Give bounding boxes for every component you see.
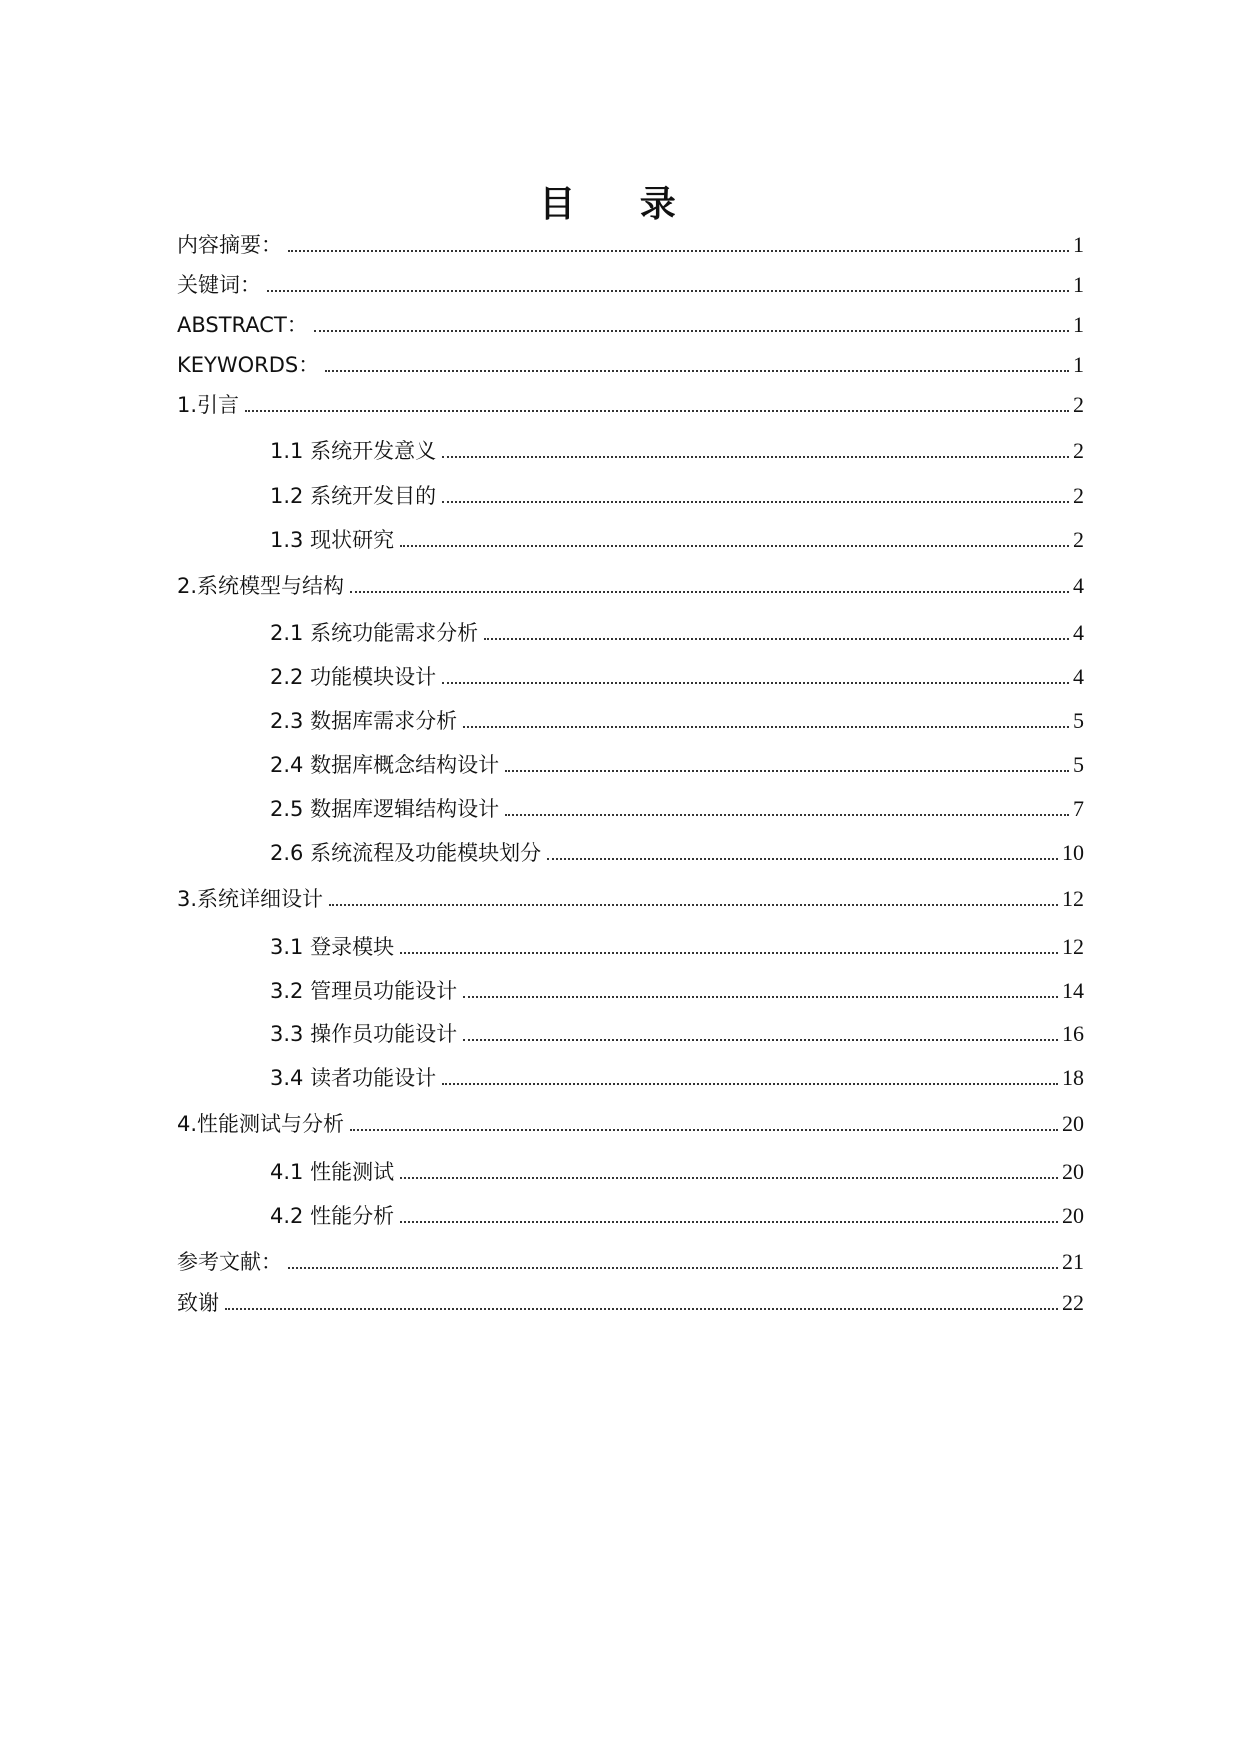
toc-entry-page: 16 bbox=[1062, 1021, 1084, 1046]
toc-leader-dots bbox=[461, 976, 1060, 1006]
toc-entry-page: 18 bbox=[1062, 1065, 1084, 1090]
toc-leader-dots bbox=[223, 1288, 1060, 1318]
toc-entry-page: 4 bbox=[1073, 664, 1084, 689]
toc-entry-section-4-1[interactable] bbox=[270, 1153, 1084, 1187]
toc-leader-dots bbox=[398, 525, 1071, 555]
toc-entry-page: 1 bbox=[1073, 232, 1084, 257]
toc-entry-page: 20 bbox=[1062, 1159, 1084, 1184]
toc-leader-dots bbox=[398, 1201, 1060, 1231]
toc-title: 目 录 bbox=[539, 184, 702, 225]
toc-entry-keywords-en[interactable] bbox=[177, 346, 1084, 380]
toc-leader-dots bbox=[461, 1019, 1060, 1049]
toc-entry-page: 21 bbox=[1062, 1249, 1084, 1274]
toc-entry-section-2-4[interactable] bbox=[270, 746, 1084, 780]
toc-entry-label: 2.系统模型与结构 bbox=[177, 574, 345, 598]
toc-entry-references[interactable] bbox=[177, 1243, 1084, 1277]
toc-entry-label: 1.3 现状研究 bbox=[270, 528, 395, 552]
toc-entry-label: 内容摘要： bbox=[177, 233, 282, 257]
toc-entry-label: KEYWORDS： bbox=[177, 353, 320, 377]
toc-entry-label: 参考文献： bbox=[177, 1250, 282, 1274]
toc-entry-page: 4 bbox=[1073, 573, 1084, 598]
toc-entry-page: 1 bbox=[1073, 352, 1084, 377]
toc-entry-abstract-en[interactable] bbox=[177, 306, 1084, 340]
toc-entry-label: 1.引言 bbox=[177, 393, 240, 417]
toc-entry-page: 5 bbox=[1073, 708, 1084, 733]
toc-entry-page: 2 bbox=[1073, 483, 1084, 508]
toc-leader-dots bbox=[265, 270, 1071, 300]
toc-entry-page: 5 bbox=[1073, 752, 1084, 777]
toc-entry-page: 1 bbox=[1073, 272, 1084, 297]
toc-entry-page: 20 bbox=[1062, 1111, 1084, 1136]
toc-entry-section-4-2[interactable] bbox=[270, 1197, 1084, 1231]
toc-entry-page: 10 bbox=[1062, 840, 1084, 865]
toc-leader-dots bbox=[503, 750, 1071, 780]
toc-entry-label: 3.2 管理员功能设计 bbox=[270, 979, 458, 1003]
toc-entry-section-1-3[interactable] bbox=[270, 521, 1084, 555]
toc-entry-acknowledgements[interactable] bbox=[177, 1284, 1084, 1318]
toc-entry-label: 2.4 数据库概念结构设计 bbox=[270, 753, 500, 777]
toc-leader-dots bbox=[323, 350, 1071, 380]
toc-entry-chapter-4[interactable] bbox=[177, 1105, 1084, 1139]
toc-leader-dots bbox=[286, 1247, 1060, 1277]
toc-entry-chapter-3[interactable] bbox=[177, 880, 1084, 914]
toc-entry-section-2-2[interactable] bbox=[270, 658, 1084, 692]
toc-leader-dots bbox=[440, 662, 1071, 692]
toc-entry-label: 1.2 系统开发目的 bbox=[270, 484, 437, 508]
toc-entry-abstract-cn[interactable] bbox=[177, 226, 1084, 260]
toc-entry-label: 2.1 系统功能需求分析 bbox=[270, 621, 479, 645]
toc-entry-label: 4.2 性能分析 bbox=[270, 1204, 395, 1228]
toc-leader-dots bbox=[312, 310, 1071, 340]
toc-entry-label: ABSTRACT： bbox=[177, 313, 308, 337]
toc-leader-dots bbox=[286, 230, 1071, 260]
toc-leader-dots bbox=[440, 436, 1071, 466]
toc-leader-dots bbox=[398, 932, 1060, 962]
toc-entry-label: 3.系统详细设计 bbox=[177, 887, 324, 911]
toc-entry-section-3-4[interactable] bbox=[270, 1059, 1084, 1093]
toc-leader-dots bbox=[440, 1063, 1060, 1093]
toc-entry-section-1-1[interactable] bbox=[270, 432, 1084, 466]
toc-leader-dots bbox=[482, 618, 1071, 648]
toc-entry-page: 14 bbox=[1062, 978, 1084, 1003]
toc-entry-page: 2 bbox=[1073, 392, 1084, 417]
toc-entry-section-3-2[interactable] bbox=[270, 972, 1084, 1006]
toc-entry-label: 3.4 读者功能设计 bbox=[270, 1066, 437, 1090]
toc-entry-label: 4.1 性能测试 bbox=[270, 1160, 395, 1184]
toc-entry-section-1-2[interactable] bbox=[270, 477, 1084, 511]
toc-entry-page: 1 bbox=[1073, 312, 1084, 337]
toc-leader-dots bbox=[348, 571, 1071, 601]
toc-entry-label: 3.1 登录模块 bbox=[270, 935, 395, 959]
toc-entry-label: 致谢 bbox=[177, 1291, 219, 1315]
toc-entry-page: 20 bbox=[1062, 1203, 1084, 1228]
toc-entry-section-3-1[interactable] bbox=[270, 928, 1084, 962]
toc-entry-section-3-3[interactable] bbox=[270, 1015, 1084, 1049]
toc-entry-page: 2 bbox=[1073, 527, 1084, 552]
toc-leader-dots bbox=[327, 884, 1060, 914]
toc-entry-chapter-1[interactable] bbox=[177, 386, 1084, 420]
toc-entry-section-2-6[interactable] bbox=[270, 834, 1084, 868]
toc-entry-label: 2.3 数据库需求分析 bbox=[270, 709, 458, 733]
toc-entry-label: 2.2 功能模块设计 bbox=[270, 665, 437, 689]
toc-entry-label: 1.1 系统开发意义 bbox=[270, 439, 437, 463]
toc-entry-label: 2.6 系统流程及功能模块划分 bbox=[270, 841, 542, 865]
toc-entry-keywords-cn[interactable] bbox=[177, 266, 1084, 300]
toc-entry-page: 12 bbox=[1062, 886, 1084, 911]
toc-entry-section-2-5[interactable] bbox=[270, 790, 1084, 824]
toc-leader-dots bbox=[461, 706, 1071, 736]
toc-entry-page: 22 bbox=[1062, 1290, 1084, 1315]
toc-entry-page: 7 bbox=[1073, 796, 1084, 821]
toc-entry-section-2-3[interactable] bbox=[270, 702, 1084, 736]
toc-entry-page: 2 bbox=[1073, 438, 1084, 463]
toc-leader-dots bbox=[503, 794, 1071, 824]
toc-entry-label: 2.5 数据库逻辑结构设计 bbox=[270, 797, 500, 821]
toc-entry-label: 4.性能测试与分析 bbox=[177, 1112, 345, 1136]
toc-entry-chapter-2[interactable] bbox=[177, 567, 1084, 601]
toc-entry-section-2-1[interactable] bbox=[270, 614, 1084, 648]
toc-leader-dots bbox=[545, 838, 1060, 868]
toc-entry-page: 4 bbox=[1073, 620, 1084, 645]
toc-leader-dots bbox=[440, 481, 1071, 511]
toc-entry-page: 12 bbox=[1062, 934, 1084, 959]
toc-entry-label: 关键词： bbox=[177, 273, 261, 297]
toc-leader-dots bbox=[348, 1109, 1060, 1139]
toc-leader-dots bbox=[243, 390, 1071, 420]
toc-entry-label: 3.3 操作员功能设计 bbox=[270, 1022, 458, 1046]
toc-leader-dots bbox=[398, 1157, 1060, 1187]
